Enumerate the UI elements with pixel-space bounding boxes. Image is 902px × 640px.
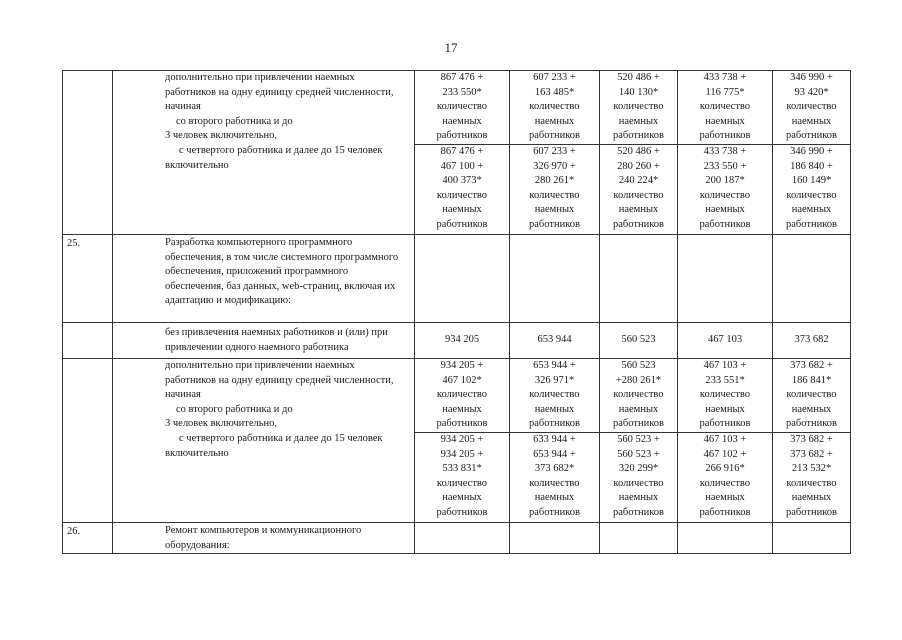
value-line: наемных [705, 115, 745, 127]
description-line: начиная [165, 389, 201, 401]
value-cell: 653 944 [510, 323, 600, 359]
value-line: количество [529, 477, 580, 489]
description-line: обеспечения, приложений программного [165, 266, 349, 278]
value-line: 280 261* [534, 175, 575, 187]
value-line: работников [529, 130, 580, 142]
value-line: 433 738 + [703, 146, 747, 157]
value-line: работников [699, 130, 751, 142]
value-line: 373 682* [534, 463, 575, 475]
table-row [63, 323, 851, 359]
description-line: с четвертого работника и далее до 15 человек [179, 144, 383, 156]
value-line: работников [786, 418, 837, 430]
description-line: включительно [165, 447, 229, 459]
description-line: Ремонт компьютеров и коммуникационного [165, 525, 362, 536]
value-cell [415, 145, 510, 235]
value-line: 326 971* [534, 374, 575, 386]
description-line: работников на одну единицу средней численности, [165, 374, 394, 386]
value-line: +280 261* [615, 374, 662, 386]
value-line: 160 149* [791, 175, 832, 187]
value-line: количество [613, 389, 664, 401]
value-line: 867 476 + [440, 72, 484, 83]
value-line: 867 476 + [440, 146, 484, 157]
value-line: наемных [791, 204, 832, 216]
value-line: 163 485* [534, 86, 575, 98]
value-line: наемных [442, 492, 482, 504]
value-line: работников [699, 218, 751, 230]
value-line: 560 523 [621, 360, 656, 371]
value-line: работников [436, 130, 488, 142]
table-row [63, 235, 851, 323]
value-line: 633 944 + [533, 434, 576, 445]
value-line: 400 373* [442, 175, 482, 187]
empty-cell [773, 235, 851, 323]
description-line: со второго работника и до [176, 403, 293, 415]
value-cell: 560 523 [600, 323, 678, 359]
value-line: 116 775* [705, 86, 745, 98]
description-line: обеспечения, в том числе системного программного [165, 251, 399, 263]
tariff-table [62, 70, 851, 554]
value-cell [600, 359, 678, 433]
value-cell [510, 71, 600, 145]
value-line: количество [436, 101, 488, 113]
value-line: количество [699, 389, 751, 401]
description-line: обеспечения, баз данных, web-страниц, включая их [165, 280, 396, 292]
value-line: работников [786, 130, 837, 142]
value-cell [415, 359, 510, 433]
value-line: 934 205 + [440, 360, 484, 371]
value-cell [600, 71, 678, 145]
value-line: 373 682 + [790, 434, 833, 445]
table-row [63, 71, 851, 145]
value-line: 140 130* [618, 86, 659, 98]
value-line: количество [529, 189, 580, 201]
value-cell [773, 359, 851, 433]
row-number-cell [63, 323, 113, 359]
value-cell [773, 71, 851, 145]
value-line: 433 738 + [703, 72, 747, 83]
description-cell [113, 523, 415, 554]
value-line: количество [613, 101, 664, 113]
value-line: количество [786, 101, 837, 113]
value-line: 607 233 + [533, 146, 576, 157]
value-cell [510, 359, 600, 433]
empty-cell [678, 523, 773, 554]
value-cell [600, 433, 678, 523]
description-line: включительно [165, 159, 229, 171]
description-cell [113, 323, 415, 359]
value-line: 607 233 + [533, 72, 576, 83]
table-row [63, 523, 851, 554]
empty-cell [510, 523, 600, 554]
value-line: количество [786, 477, 837, 489]
description-line: без привлечения наемных работников и (или) при [165, 327, 388, 338]
value-cell: 934 205 [415, 323, 510, 359]
value-line: наемных [705, 204, 745, 216]
value-line: 186 841* [791, 374, 832, 386]
table-row [63, 359, 851, 433]
description-line: 3 человек включительно, [165, 418, 278, 430]
empty-cell [600, 523, 678, 554]
description-cell [113, 235, 415, 323]
value-cell: 467 103 [678, 323, 773, 359]
value-line: количество [786, 389, 837, 401]
value-line: работников [786, 218, 837, 230]
value-line: наемных [442, 204, 482, 216]
page-number: 17 [444, 40, 458, 55]
value-line: наемных [705, 492, 745, 504]
value-line: количество [613, 477, 664, 489]
value-line: количество [436, 189, 488, 201]
value-line: 233 551* [705, 374, 745, 386]
value-line: 280 260 + [617, 160, 660, 172]
value-cell [678, 71, 773, 145]
row-number-cell [63, 359, 113, 523]
value-line: работников [529, 506, 580, 518]
value-line: 320 299* [618, 463, 659, 475]
value-line: 467 100 + [440, 160, 484, 172]
empty-cell [415, 235, 510, 323]
value-line: 93 420* [794, 86, 829, 98]
value-line: 560 523 + [617, 448, 660, 460]
value-line: наемных [705, 403, 745, 415]
value-line: наемных [791, 492, 832, 504]
value-line: 533 831* [442, 463, 482, 475]
value-line: количество [529, 389, 580, 401]
value-line: 934 205 + [440, 434, 484, 445]
row-number: 26. [67, 526, 81, 537]
value-cell [773, 145, 851, 235]
description-line: привлечении одного наемного работника [165, 341, 349, 353]
value-line: работников [699, 418, 751, 430]
empty-cell [510, 235, 600, 323]
value-line: наемных [534, 492, 575, 504]
empty-cell [415, 523, 510, 554]
description-line: адаптацию и модификацию: [165, 295, 292, 307]
description-line: со второго работника и до [176, 115, 293, 127]
value-line: наемных [618, 115, 659, 127]
value-line: наемных [791, 115, 832, 127]
value-line: 520 486 + [617, 72, 660, 83]
value-line: количество [436, 389, 488, 401]
description-line: работников на одну единицу средней численности, [165, 86, 394, 98]
row-number-cell [63, 235, 113, 323]
value-line: 346 990 + [790, 146, 833, 157]
value-line: работников [529, 418, 580, 430]
value-line: 326 970 + [533, 160, 576, 172]
value-line: 373 682 + [790, 360, 833, 371]
value-line: 213 532* [791, 463, 832, 475]
empty-cell [678, 235, 773, 323]
value-cell [415, 71, 510, 145]
value-line: 266 916* [705, 463, 745, 475]
value-line: работников [786, 506, 837, 518]
value-cell: 373 682 [773, 323, 851, 359]
value-line: количество [699, 189, 751, 201]
row-number-cell [63, 71, 113, 235]
value-line: 233 550 + [703, 160, 747, 172]
value-cell [600, 145, 678, 235]
value-line: количество [436, 477, 488, 489]
value-cell [510, 433, 600, 523]
empty-cell [600, 235, 678, 323]
description-line: Разработка компьютерного программного [165, 237, 353, 248]
value-line: 200 187* [705, 175, 745, 187]
value-line: работников [613, 506, 664, 518]
value-line: количество [699, 477, 751, 489]
description-line: 3 человек включительно, [165, 130, 278, 142]
row-number: 25. [67, 238, 81, 249]
value-cell [678, 359, 773, 433]
value-line: количество [786, 189, 837, 201]
value-line: количество [699, 101, 751, 113]
value-line: 653 944 + [533, 360, 576, 371]
value-line: работников [613, 130, 664, 142]
value-line: работников [699, 506, 751, 518]
value-line: 934 205 + [440, 448, 484, 460]
value-line: наемных [791, 403, 832, 415]
row-number-cell [63, 523, 113, 554]
description-cell [113, 359, 415, 523]
description-line: с четвертого работника и далее до 15 человек [179, 432, 383, 444]
value-line: количество [613, 189, 664, 201]
value-line: 467 102 + [703, 448, 747, 460]
value-line: 653 944 + [533, 448, 576, 460]
value-line: 467 102* [442, 374, 482, 386]
value-line: 467 103 + [703, 434, 747, 445]
value-line: работников [529, 218, 580, 230]
value-line: количество [529, 101, 580, 113]
value-line: работников [613, 418, 664, 430]
value-line: наемных [534, 204, 575, 216]
value-cell [510, 145, 600, 235]
description-line: дополнительно при привлечении наемных [165, 360, 355, 371]
value-line: работников [436, 218, 488, 230]
description-line: начиная [165, 101, 201, 113]
value-cell [678, 433, 773, 523]
description-cell [113, 71, 415, 235]
value-line: 346 990 + [790, 72, 833, 83]
value-line: 233 550* [442, 86, 482, 98]
value-line: 186 840 + [790, 160, 833, 172]
value-line: 560 523 + [617, 434, 660, 445]
description-line: дополнительно при привлечении наемных [165, 72, 355, 83]
value-line: наемных [534, 115, 575, 127]
empty-cell [773, 523, 851, 554]
value-line: работников [613, 218, 664, 230]
value-line: наемных [534, 403, 575, 415]
value-line: работников [436, 506, 488, 518]
value-cell [773, 433, 851, 523]
description-line: оборудования: [165, 539, 230, 551]
value-line: 240 224* [618, 175, 659, 187]
value-line: наемных [442, 115, 482, 127]
value-line: наемных [442, 403, 482, 415]
value-line: 467 103 + [703, 360, 747, 371]
value-line: 373 682 + [790, 448, 833, 460]
value-line: 520 486 + [617, 146, 660, 157]
value-cell [415, 433, 510, 523]
value-line: наемных [618, 403, 659, 415]
value-cell [678, 145, 773, 235]
value-line: наемных [618, 204, 659, 216]
value-line: наемных [618, 492, 659, 504]
value-line: работников [436, 418, 488, 430]
